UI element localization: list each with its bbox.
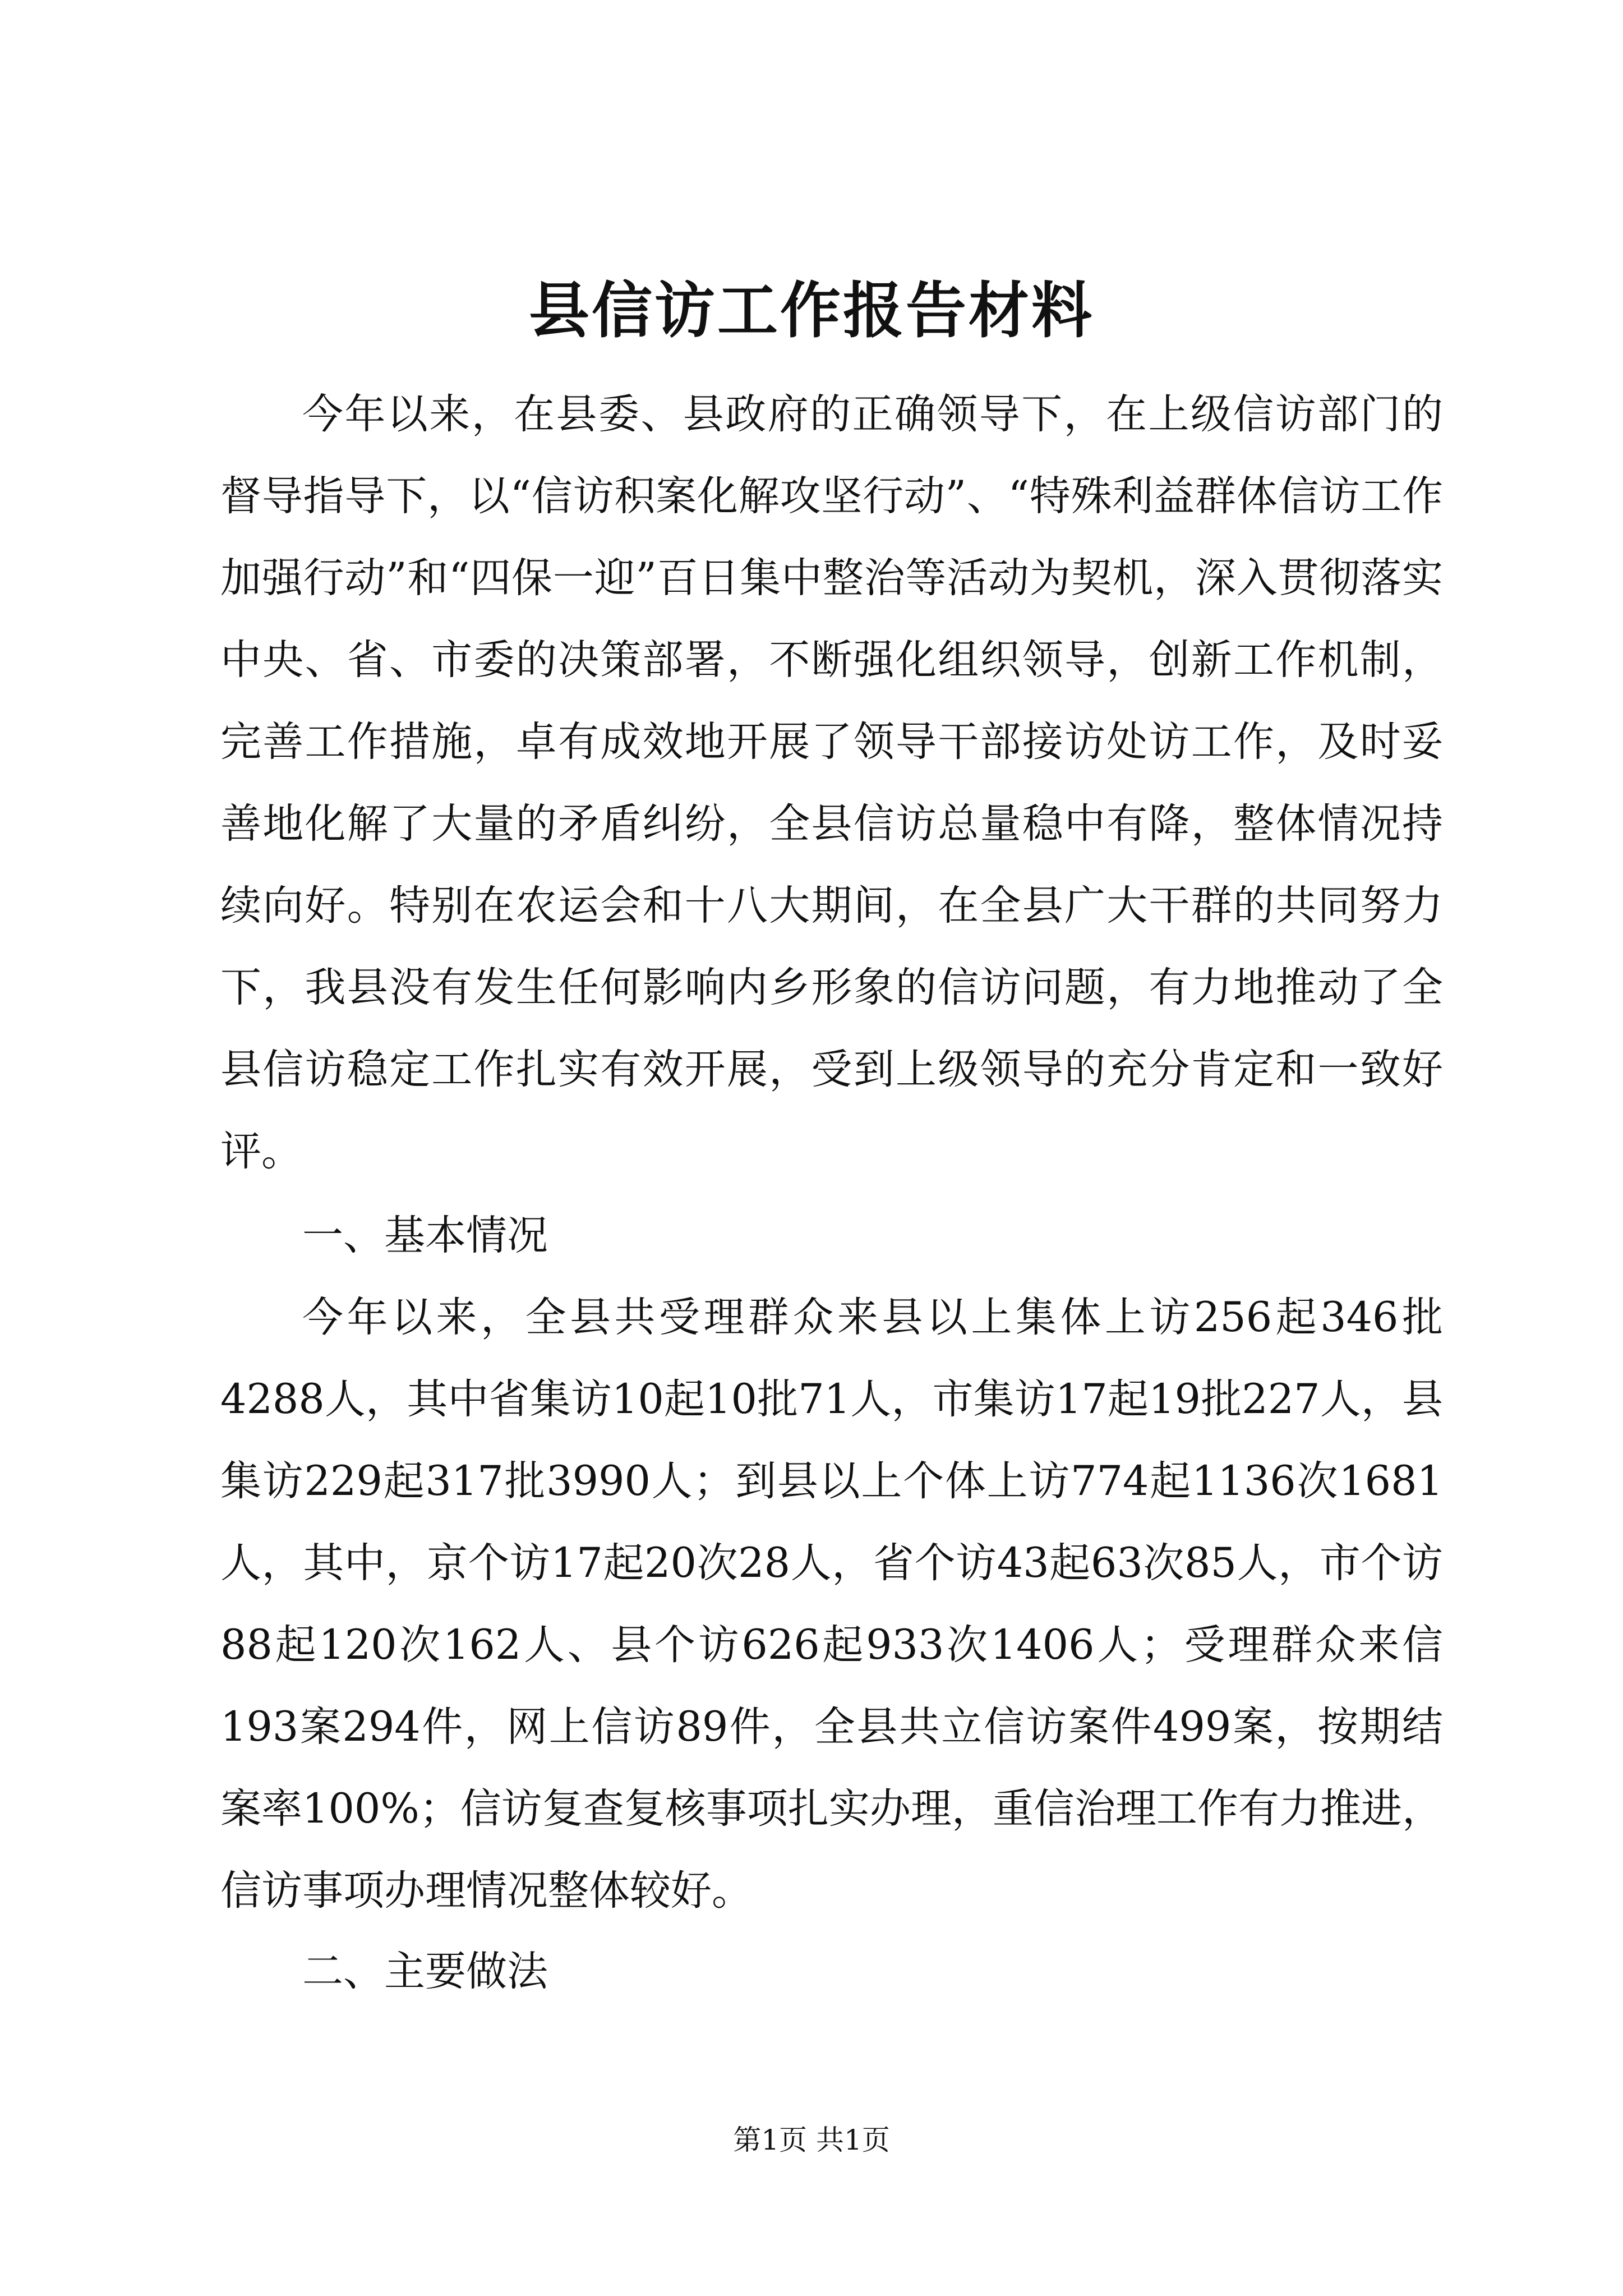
section-heading-main-practices: 二、主要做法 (302, 1948, 548, 1995)
basic-situation-paragraph: 今年以来，全县共受理群众来县以上集体上访256起346批4288人，其中省集访10起10批71人，市集访17起19批227人，县集访229起317批3990人；到县以上个体上访774起1136次1681人，其中，京个访17起20次28人，省个访43起63次85人，市个访88起120次162人、县个访626起933次1406人；受理群众来信193案294件，网上信访89件，全县共立信访案件499案，按期结案率100%；信访复查复核事项扎实办理，重信治理工作有力推进，信访事项办理情况整体较好。 (220, 1294, 1443, 1915)
section-heading-basic-situation: 一、基本情况 (302, 1212, 548, 1259)
document-title: 县信访工作报告材料 (528, 275, 1094, 346)
page-footer: 第1页 共1页 (733, 2124, 890, 2156)
intro-paragraph: 今年以来，在县委、县政府的正确领导下，在上级信访部门的督导指导下，以“信访积案化解攻坚行动”、“特殊利益群体信访工作加强行动”和“四保一迎”百日集中整治等活动为契机，深入贯彻落实中央、省、市委的决策部署，不断强化组织领导，创新工作机制，完善工作措施，卓有成效地开展了领导干部接访处访工作，及时妥善地化解了大量的矛盾纠纷，全县信访总量稳中有降，整体情况持续向好。特别在农运会和十八大期间，在全县广大干群的共同努力下，我县没有发生任何影响内乡形象的信访问题，有力地推动了全县信访稳定工作扎实有效开展，受到上级领导的充分肯定和一致好评。 (220, 390, 1443, 1175)
